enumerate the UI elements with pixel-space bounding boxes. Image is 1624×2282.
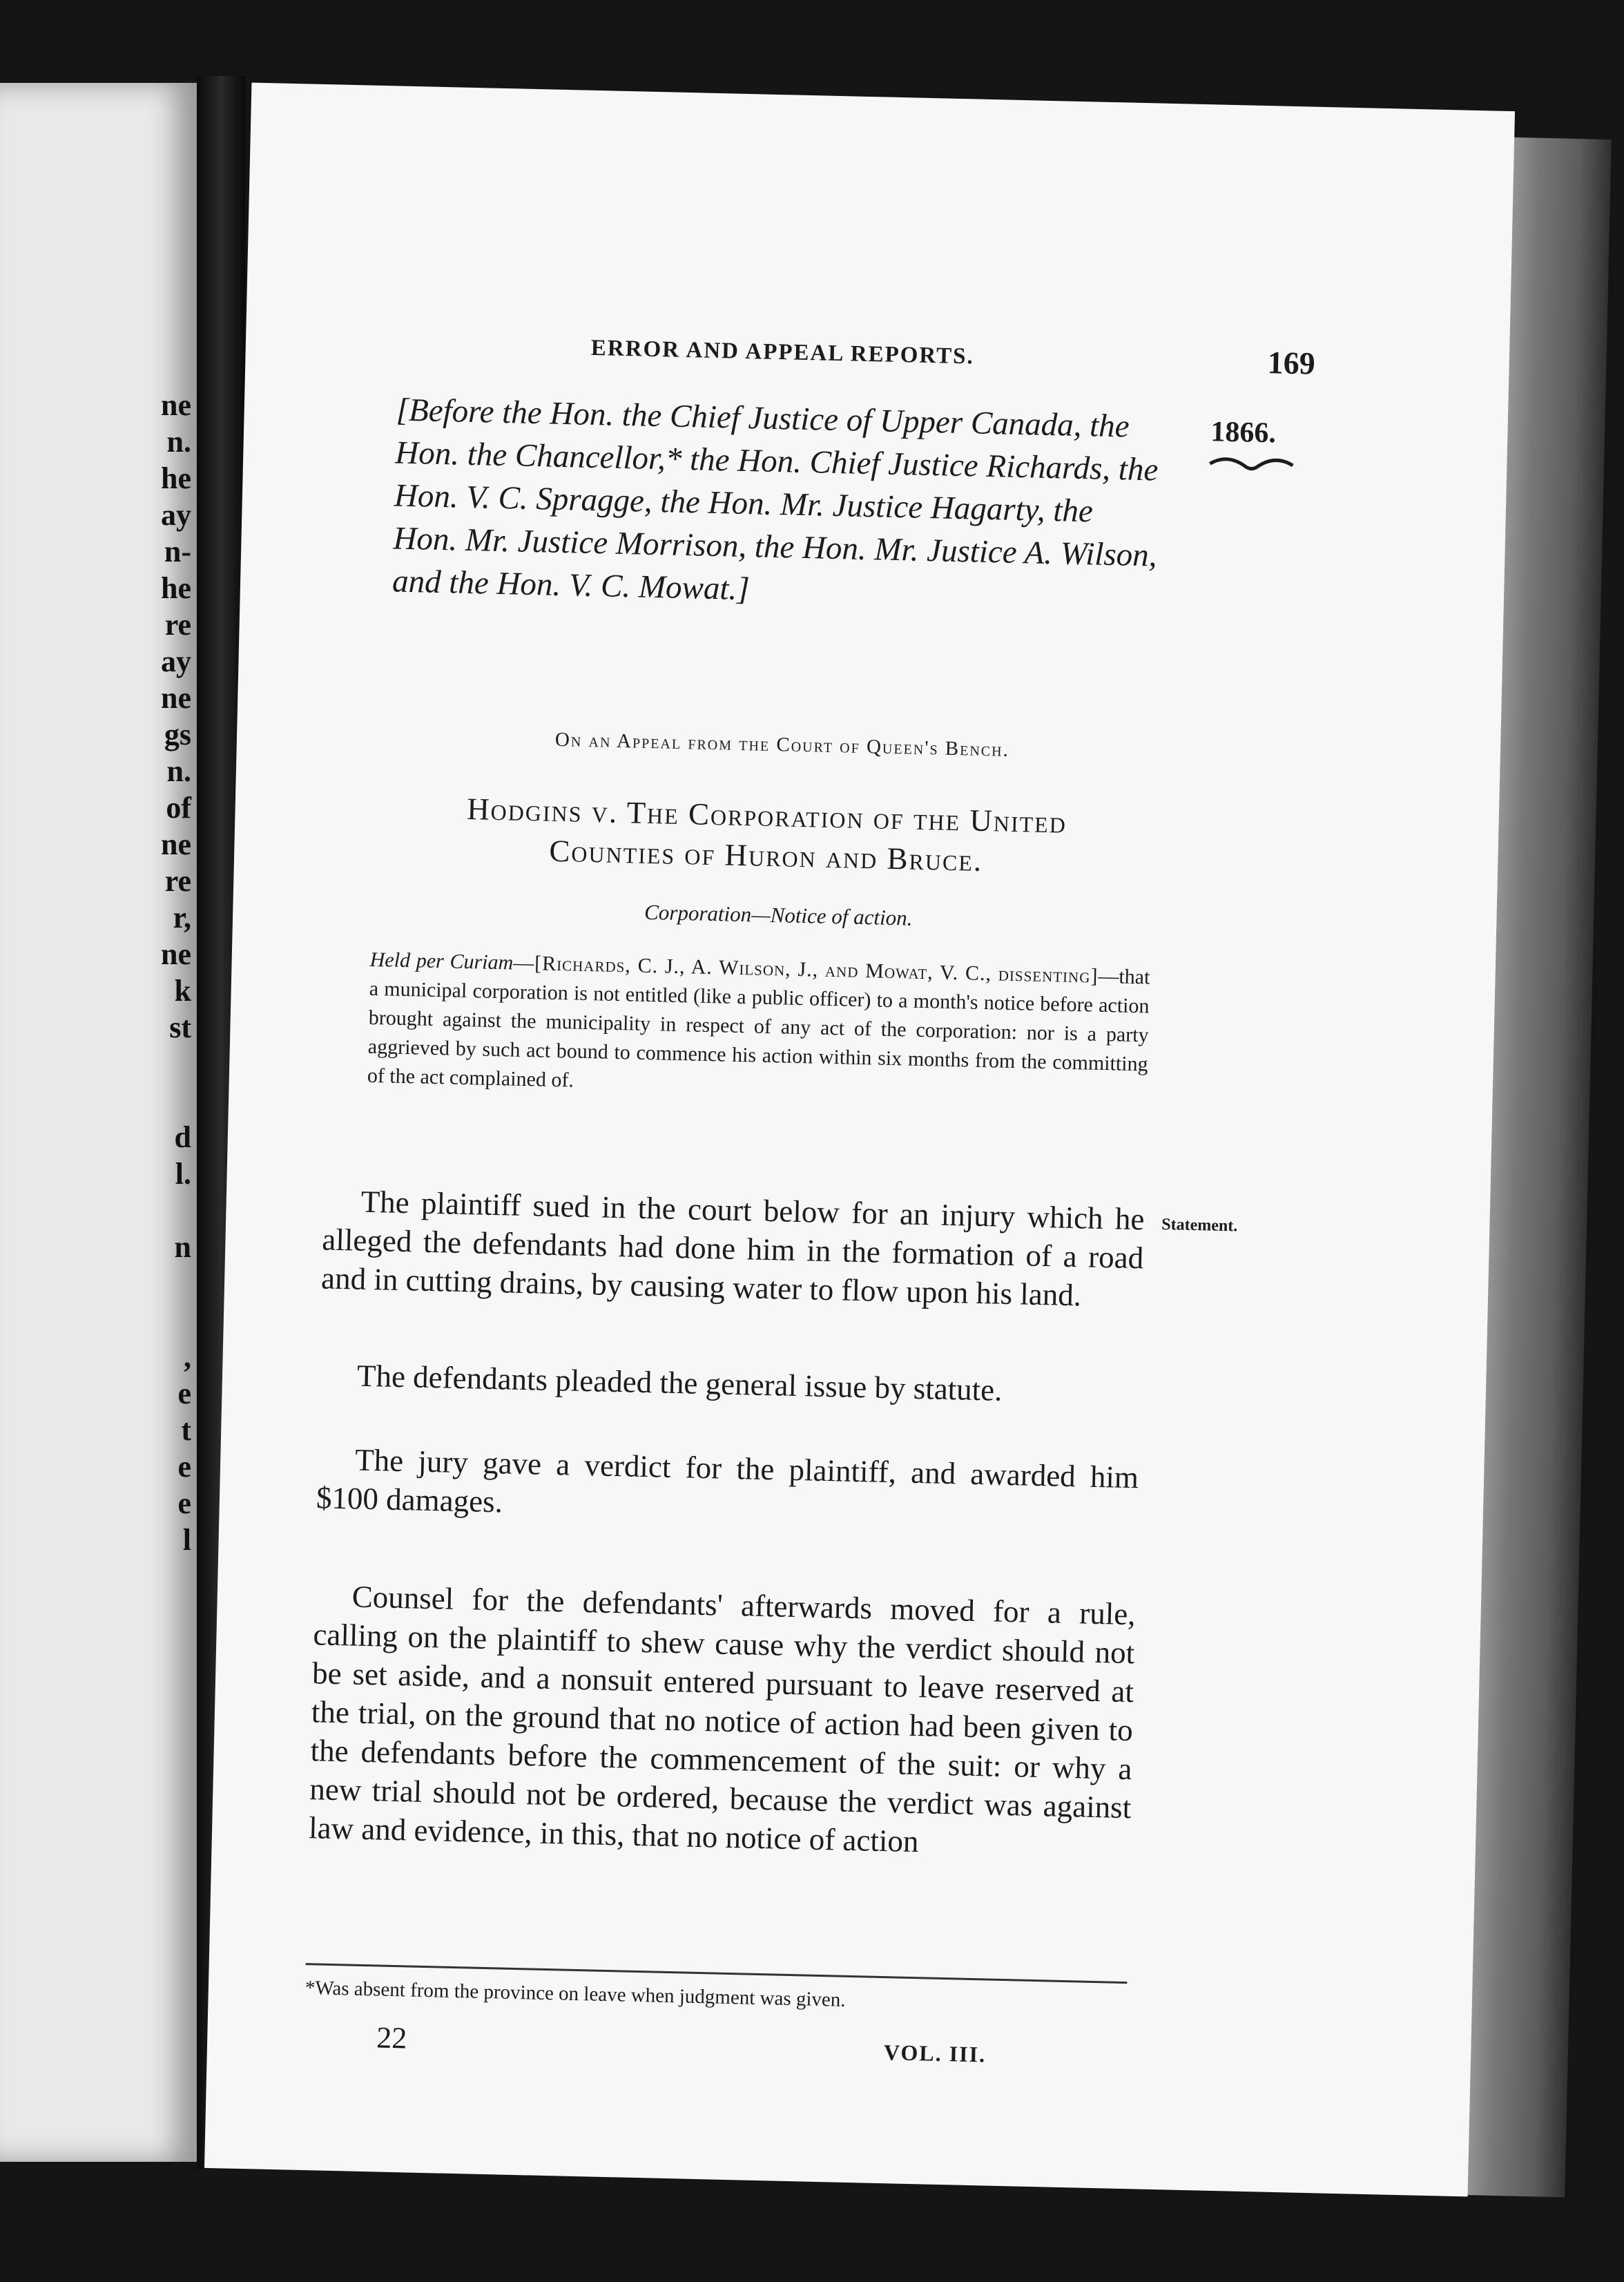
running-head: ERROR AND APPEAL REPORTS. — [590, 335, 975, 370]
left-page-fragment: n — [174, 1230, 191, 1264]
left-page-fragment: n. — [166, 754, 191, 788]
left-page-fragment: gs — [164, 718, 191, 751]
bench-composition: [Before the Hon. the Chief Justice of Upper Canada, the Hon. the Chancellor,* the Hon. Chief Justice Richards, the Hon. V. C. Spragge, the Hon. Mr. Justice Hagarty, the Hon. Mr. Justice Morrison, the Hon. Mr. Justice A. Wilson, and the Hon. V. C. Mowat.] — [392, 392, 1159, 608]
headnote — [367, 946, 1150, 1109]
left-page-fragment: k — [174, 974, 191, 1008]
left-page-fragment — [161, 1302, 191, 1339]
left-page-fragment: d — [174, 1120, 191, 1154]
left-page-fragment: r, — [173, 901, 191, 934]
body-paragraph: The defendants pleaded the general issue by statute. — [356, 1358, 1003, 1408]
headnote-lead: Held per Curiam — [369, 948, 514, 975]
left-page-fragment: l — [182, 1523, 191, 1557]
year-brace-mark — [1206, 450, 1297, 479]
left-page-fragment: re — [164, 608, 191, 642]
left-page-fragment: ne — [161, 827, 191, 861]
appeal-caption: On an Appeal from the Court of Queen's Bench. — [554, 728, 1010, 761]
left-page-fragment — [161, 1082, 191, 1119]
signature-mark: 22 — [376, 2020, 407, 2055]
case-title-line-1: Hodgins v. The Corporation of the United — [466, 791, 1067, 840]
left-page-fragment — [161, 1046, 191, 1082]
left-page-fragment: ay — [161, 644, 191, 678]
left-page-fragment: n. — [166, 425, 191, 459]
left-facing-page — [0, 83, 197, 2162]
body-paragraph: Counsel for the defendants' afterwards moved for a rule, calling on the plaintiff to shew cause why the verdict should not be set aside, and a nonsuit entered pursuant to leave reserved at the trial, on the ground that no notice of action had been given to the defendants before the commencement of the suit: or why a new trial should not be ordered, because the verdict was against law and evidence, in this, that no notice of action — [308, 1579, 1137, 1859]
body-paragraph: The jury gave a verdict for the plaintiff, and awarded him $100 damages. — [316, 1442, 1139, 1519]
left-page-fragment — [161, 1192, 191, 1229]
left-page-fragment: e — [177, 1450, 191, 1484]
left-page-fragment: st — [169, 1010, 191, 1044]
left-page-fragment: n- — [164, 535, 191, 568]
year-margin-note: 1866. — [1210, 416, 1277, 450]
volume-label: VOL. III. — [883, 2040, 987, 2067]
left-page-fragment: l. — [175, 1157, 191, 1191]
left-page-fragment: e — [177, 1377, 191, 1410]
left-page-fragment — [161, 1265, 191, 1302]
page-number: 169 — [1267, 345, 1316, 381]
left-page-fragment: of — [166, 791, 191, 825]
left-page-fragment: t — [181, 1413, 191, 1447]
left-page-fragment: re — [164, 864, 191, 898]
body-paragraph: The plaintiff sued in the court below for an injury which he alleged the defendants had done him in the formation of a road and in cutting drains, by causing water to flow upon his land. — [320, 1184, 1146, 1313]
left-page-fragment: ne — [161, 681, 191, 715]
left-page-fragment: ne — [161, 937, 191, 971]
statement-side-note: Statement. — [1161, 1215, 1238, 1236]
footnote: *Was absent from the province on leave when judgment was given. — [304, 1977, 846, 2011]
left-page-fragment: he — [161, 461, 191, 495]
left-page-text-fragments — [161, 387, 191, 1558]
left-page-fragment: , — [184, 1340, 191, 1374]
subject-heading: Corporation—Notice of action. — [644, 899, 913, 930]
left-page-fragment: e — [177, 1486, 191, 1520]
case-title — [358, 786, 1174, 885]
book-page — [204, 83, 1515, 2197]
case-title-line-2: Counties of Huron and Bruce. — [548, 833, 983, 878]
left-page-fragment: ne — [161, 388, 191, 422]
left-page-fragment: ay — [161, 498, 191, 532]
headnote-dissent: —[Richards, C. J., A. Wilson, J., and Mowat, V. C., dissenting] — [512, 951, 1099, 988]
left-page-fragment: he — [161, 571, 191, 605]
headnote-body: —that a municipal corporation is not entitled (like a public officer) to a month's notice before action brought against the municipality in respect of any act of the corporation: nor is a party aggrieved by such act bound to commence his action within six months from the committing of the act complained of. — [367, 964, 1150, 1092]
